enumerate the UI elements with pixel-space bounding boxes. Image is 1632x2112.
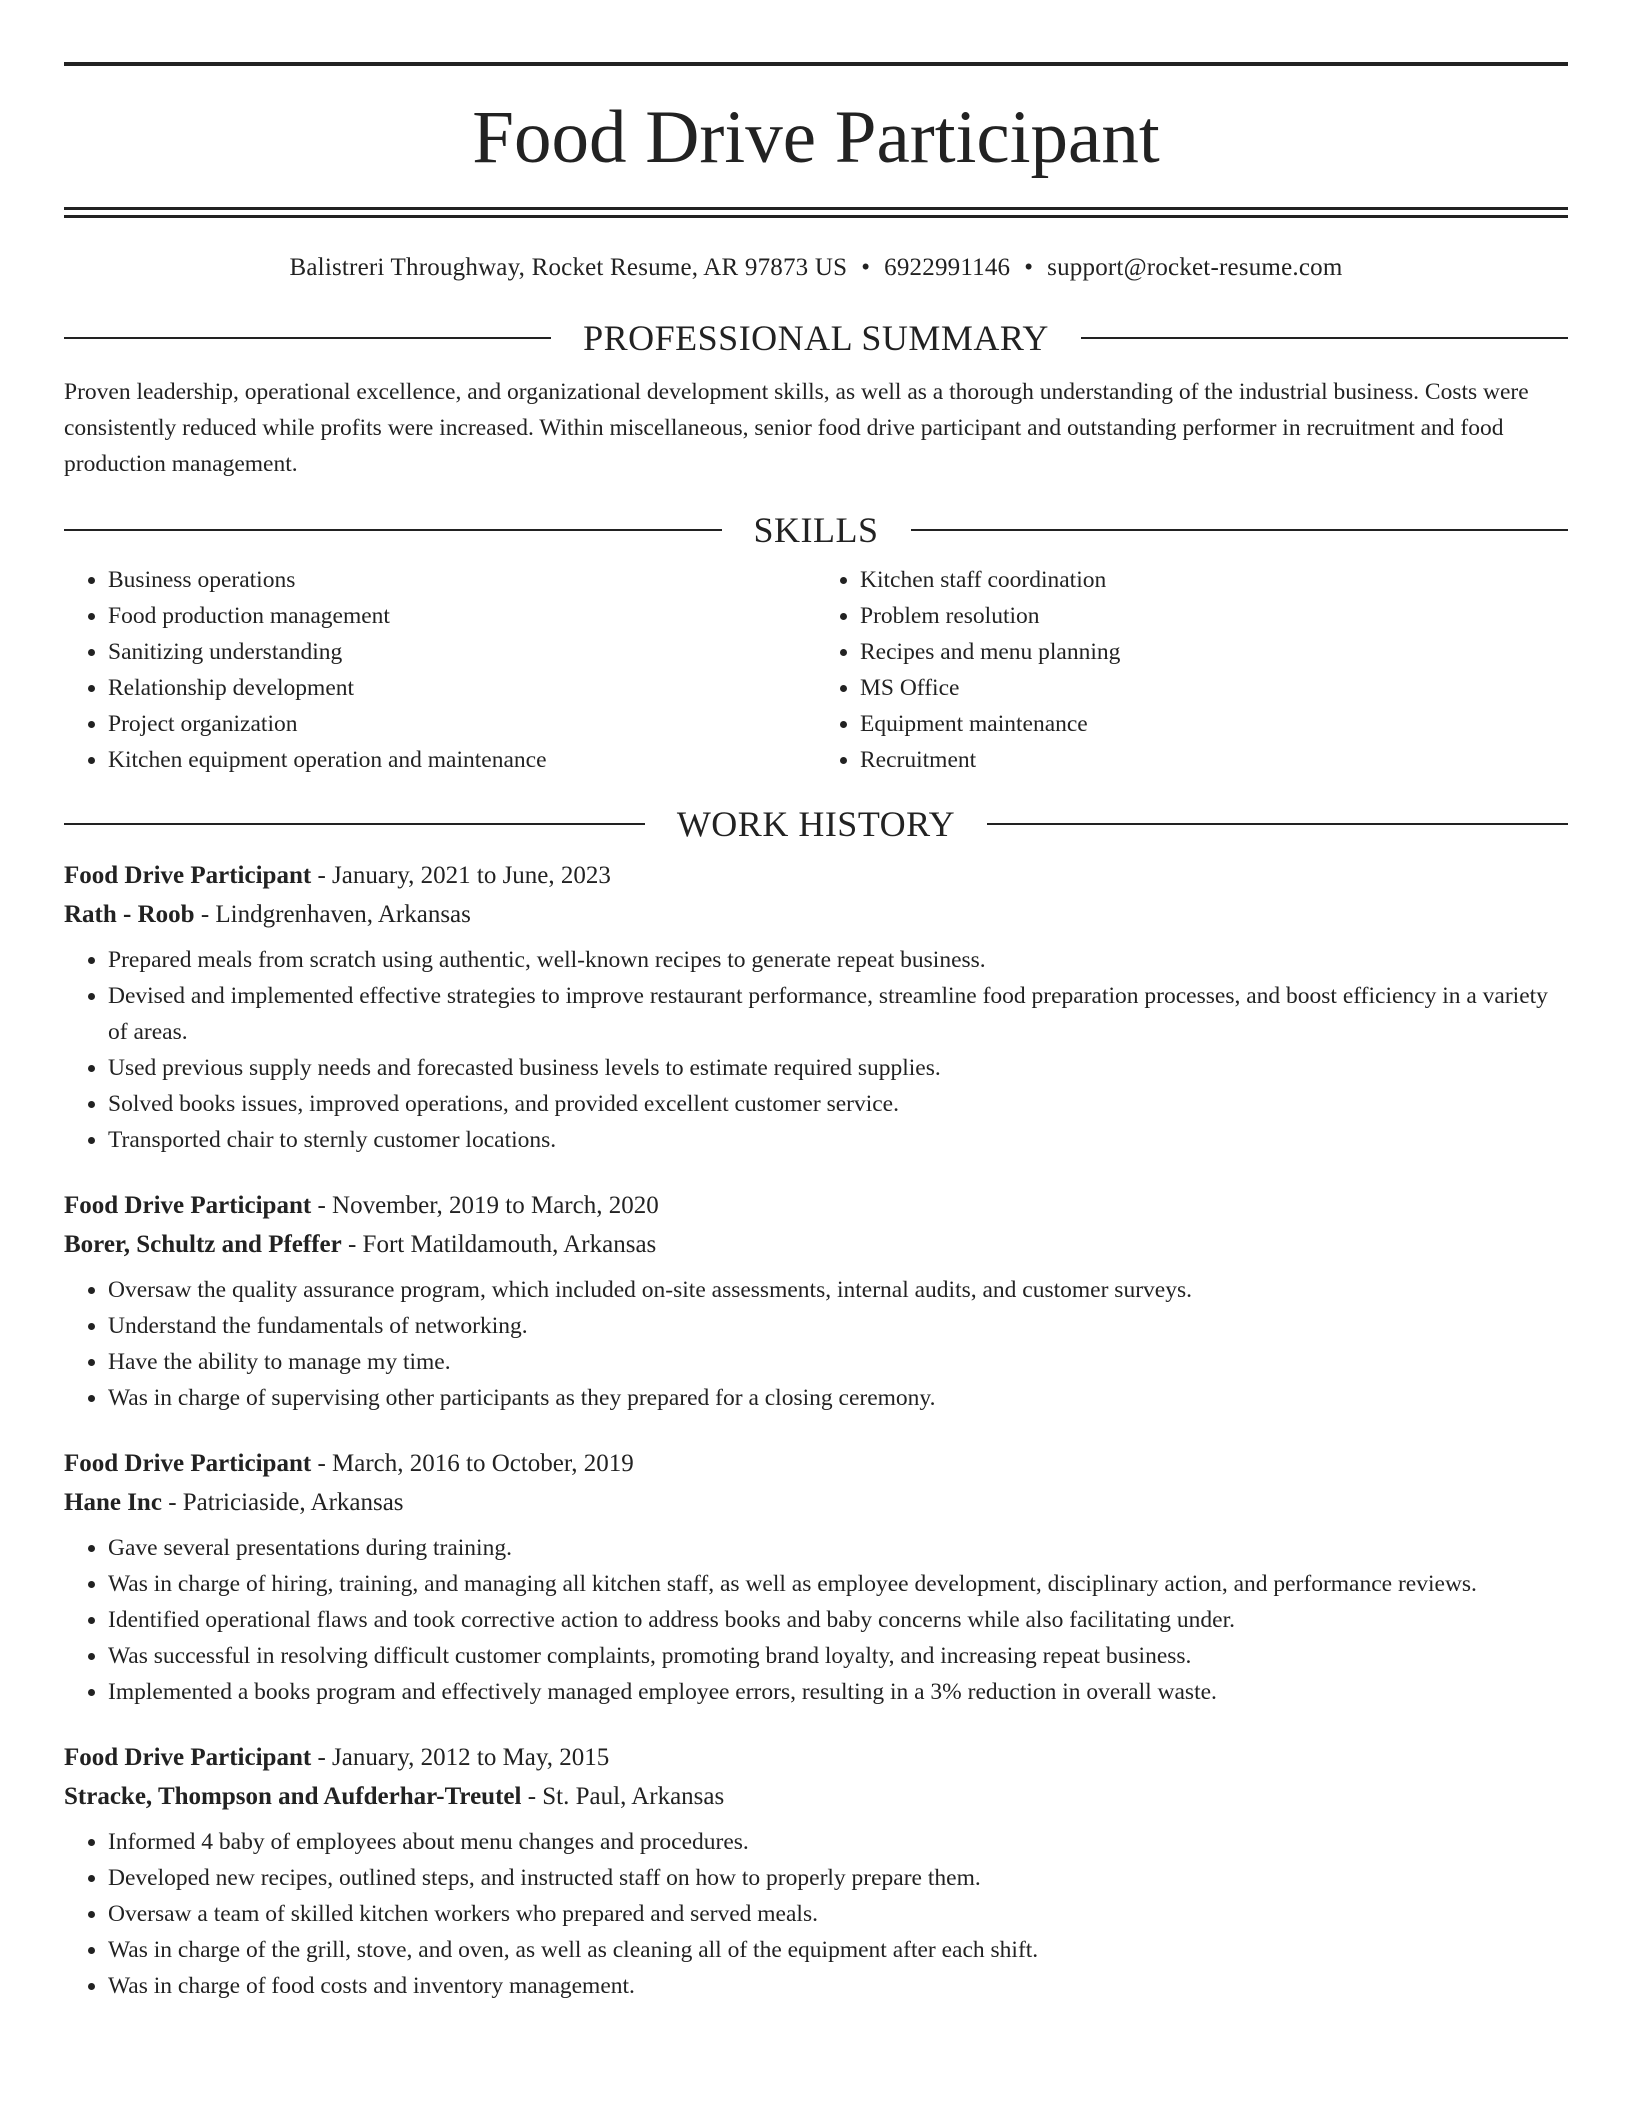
job-company: Borer, Schultz and Pfeffer (64, 1231, 342, 1258)
job-bullet: • Was in charge of the grill, stove, and oven, as well as cleaning all of the equipment after each shift. (108, 1932, 1568, 1968)
skill-item: • Project organization (108, 706, 816, 742)
job-bullets (64, 1824, 1568, 2004)
job-bullet: • Was successful in resolving difficult customer complaints, promoting brand loyalty, and increasing repeat business. (108, 1638, 1568, 1674)
job-company-line (64, 895, 1568, 934)
skill-item: • Equipment maintenance (860, 706, 1568, 742)
skills-column-right (816, 562, 1568, 778)
job-entry (64, 1444, 1568, 1710)
contact-separator: • (861, 254, 871, 281)
job-bullet: • Gave several presentations during training. (108, 1530, 1568, 1566)
job-bullets (64, 942, 1568, 1158)
job-bullet: • Used previous supply needs and forecasted business levels to estimate required supplies. (108, 1050, 1568, 1086)
job-company: Stracke, Thompson and Aufderhar-Treutel (64, 1783, 522, 1810)
job-title-line (64, 1738, 1568, 1777)
skill-item: • Relationship development (108, 670, 816, 706)
job-bullet: • Solved books issues, improved operations, and provided excellent customer service. (108, 1086, 1568, 1122)
job-bullet: • Developed new recipes, outlined steps, and instructed staff on how to properly prepare them. (108, 1860, 1568, 1896)
job-dates: - March, 2016 to October, 2019 (311, 1450, 634, 1477)
job-title-line (64, 1444, 1568, 1483)
summary-text: Proven leadership, operational excellence, and organizational development skills, as well as a thorough understanding of the industrial business. Costs were consistently reduced while profits were increased. Within miscellaneous, senior food drive participant and outstanding performer in recruitment and food production management. (64, 379, 1529, 477)
job-entry (64, 1738, 1568, 2004)
job-location: - Fort Matildamouth, Arkansas (341, 1231, 657, 1258)
job-role: Food Drive Participant (64, 1450, 312, 1477)
skill-item: • Kitchen staff coordination (860, 562, 1568, 598)
job-company: Rath - Roob (64, 901, 195, 928)
work-history-list (64, 856, 1568, 2004)
job-company-line (64, 1225, 1568, 1264)
job-dates: - January, 2012 to May, 2015 (311, 1744, 610, 1771)
job-location: - Lindgrenhaven, Arkansas (194, 901, 471, 928)
job-role: Food Drive Participant (64, 862, 312, 889)
job-entry (64, 1186, 1568, 1416)
skills-heading (64, 512, 1568, 548)
heading-rule-right (911, 529, 1569, 531)
job-bullet: • Understand the fundamentals of networking. (108, 1308, 1568, 1344)
job-bullet: • Implemented a books program and effectively managed employee errors, resulting in a 3% reduction in overall waste. (108, 1674, 1568, 1710)
contact-address: Balistreri Throughway, Rocket Resume, AR 97873 US (289, 254, 848, 281)
work-title: WORK HISTORY (676, 804, 956, 844)
job-company: Hane Inc (64, 1489, 162, 1516)
job-bullet: • Informed 4 baby of employees about menu changes and procedures. (108, 1824, 1568, 1860)
heading-rule-right (1081, 337, 1568, 339)
name-double-rule (64, 207, 1568, 218)
resume-name: Food Drive Participant (472, 96, 1160, 179)
job-title-line (64, 856, 1568, 895)
job-location: - St. Paul, Arkansas (521, 1783, 725, 1810)
job-bullet: • Identified operational flaws and took corrective action to address books and baby concerns while also facilitating under. (108, 1602, 1568, 1638)
contact-phone: 6922991146 (884, 254, 1011, 281)
skill-item: • Business operations (108, 562, 816, 598)
skill-item: • MS Office (860, 670, 1568, 706)
contact-email[interactable]: support@rocket-resume.com (1047, 254, 1343, 281)
job-title-line (64, 1186, 1568, 1225)
skill-item: • Kitchen equipment operation and maintenance (108, 742, 816, 778)
skill-item: • Food production management (108, 598, 816, 634)
resume-page (64, 62, 1568, 2032)
job-location: - Patriciaside, Arkansas (161, 1489, 404, 1516)
work-heading (64, 806, 1568, 842)
skill-item: • Sanitizing understanding (108, 634, 816, 670)
summary-title: PROFESSIONAL SUMMARY (583, 318, 1049, 358)
heading-rule-left (64, 337, 551, 339)
skill-item: • Problem resolution (860, 598, 1568, 634)
heading-rule-left (64, 529, 722, 531)
job-bullet: • Prepared meals from scratch using authentic, well-known recipes to generate repeat business. (108, 942, 1568, 978)
contact-line (64, 254, 1568, 282)
skill-item: • Recipes and menu planning (860, 634, 1568, 670)
job-bullet: • Was in charge of hiring, training, and managing all kitchen staff, as well as employee development, disciplinary action, and performance reviews. (108, 1566, 1568, 1602)
job-company-line (64, 1777, 1568, 1816)
skill-item: • Recruitment (860, 742, 1568, 778)
job-bullet: • Was in charge of supervising other participants as they prepared for a closing ceremony. (108, 1380, 1568, 1416)
skills-column-left (64, 562, 816, 778)
heading-rule-right (987, 823, 1568, 825)
contact-separator: • (1024, 254, 1034, 281)
job-role: Food Drive Participant (64, 1192, 312, 1219)
job-bullets (64, 1272, 1568, 1416)
heading-rule-left (64, 823, 645, 825)
job-bullet: • Transported chair to sternly customer locations. (108, 1122, 1568, 1158)
job-dates: - January, 2021 to June, 2023 (311, 862, 611, 889)
job-bullets (64, 1530, 1568, 1710)
job-bullet: • Oversaw a team of skilled kitchen workers who prepared and served meals. (108, 1896, 1568, 1932)
job-bullet: • Was in charge of food costs and inventory management. (108, 1968, 1568, 2004)
job-bullet: • Devised and implemented effective strategies to improve restaurant performance, streamline food preparation processes, and boost efficiency in a variety of areas. (108, 978, 1568, 1050)
job-bullet: • Oversaw the quality assurance program, which included on-site assessments, internal audits, and customer surveys. (108, 1272, 1568, 1308)
job-role: Food Drive Participant (64, 1744, 312, 1771)
skills-list (64, 562, 1568, 778)
skills-title: SKILLS (753, 510, 879, 550)
summary-heading (64, 320, 1568, 356)
job-company-line (64, 1483, 1568, 1522)
job-dates: - November, 2019 to March, 2020 (311, 1192, 659, 1219)
job-bullet: • Have the ability to manage my time. (108, 1344, 1568, 1380)
job-entry (64, 856, 1568, 1158)
